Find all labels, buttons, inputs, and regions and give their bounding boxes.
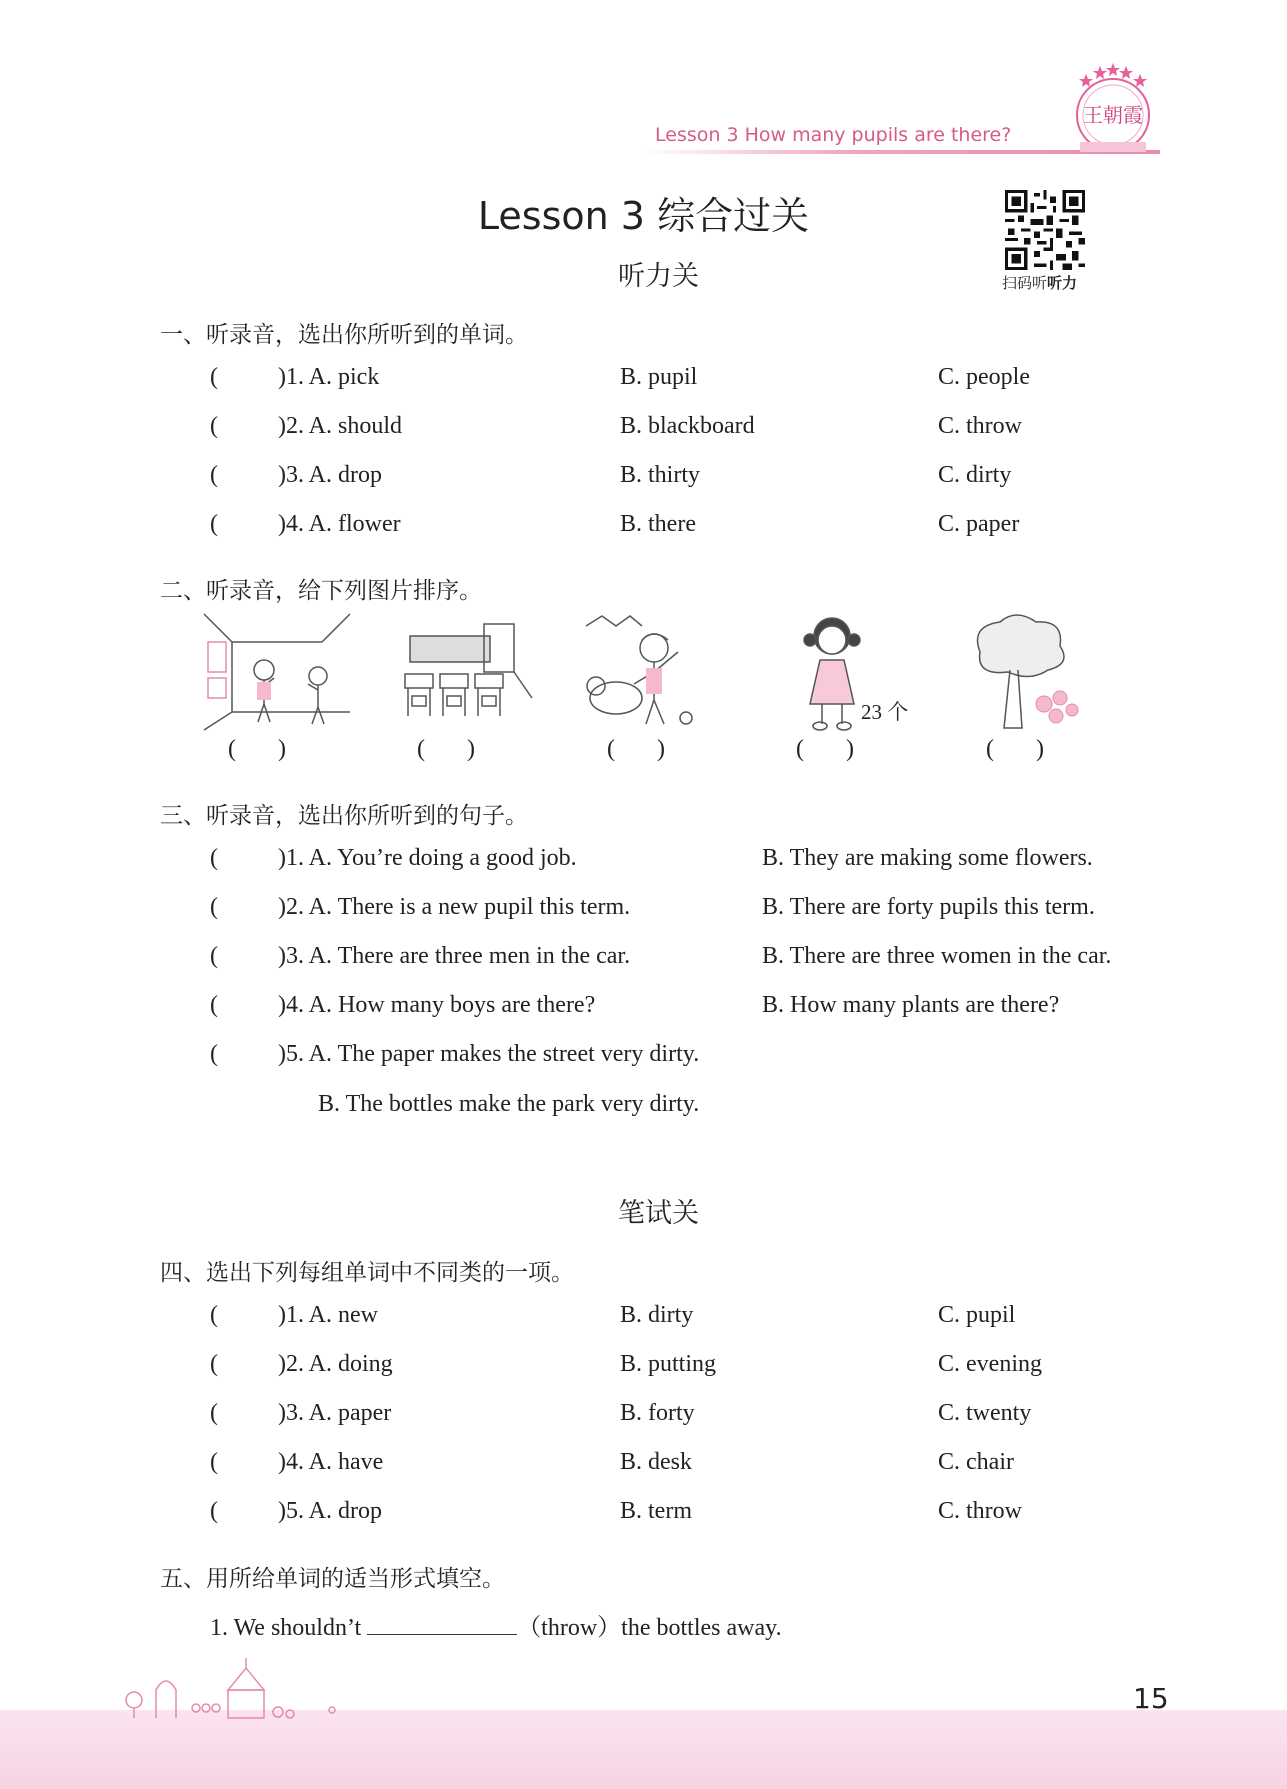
classroom-boys-picture: [202, 612, 352, 732]
answer-paren[interactable]: (: [210, 462, 218, 488]
option-a: )4. A. flower: [278, 511, 401, 537]
option-b: B. thirty: [620, 462, 701, 488]
fill-blank[interactable]: [367, 1612, 517, 1635]
brand-logo: [1068, 60, 1158, 158]
answer-paren[interactable]: (: [210, 1302, 218, 1328]
tree-flowers-picture: [960, 612, 1085, 732]
picture-answer-paren[interactable]: ( ): [986, 736, 1044, 762]
page-title: Lesson 3 综合过关: [477, 194, 810, 238]
part4-title: 四、选出下列每组单词中不同类的一项。: [160, 1260, 574, 1286]
listening-heading: 听力关: [618, 261, 699, 292]
option-b: B. blackboard: [620, 413, 755, 439]
footer-band: [0, 1710, 1287, 1789]
option-a: )3. A. paper: [278, 1400, 392, 1426]
answer-paren[interactable]: (: [210, 1449, 218, 1475]
qr-caption-scan: 扫码听: [1002, 274, 1048, 292]
answer-paren[interactable]: (: [210, 845, 218, 871]
option-c: C. evening: [938, 1351, 1042, 1377]
option-a: )4. A. have: [278, 1449, 384, 1475]
option-b: B. putting: [620, 1351, 717, 1377]
option-b: B. How many plants are there?: [762, 992, 1060, 1018]
answer-paren[interactable]: (: [210, 943, 218, 969]
answer-paren[interactable]: (: [210, 992, 218, 1018]
part3-title: 三、听录音，选出你所听到的句子。: [160, 803, 528, 829]
option-a: )2. A. There is a new pupil this term.: [278, 894, 631, 920]
option-c: C. pupil: [938, 1302, 1016, 1328]
option-c: C. paper: [938, 511, 1020, 537]
option-a: )1. A. pick: [278, 364, 380, 390]
sentence-end: （throw）the bottles away.: [517, 1615, 782, 1641]
qr-caption-listen: 听力: [1047, 274, 1078, 292]
option-c: C. chair: [938, 1449, 1014, 1475]
part5-item: [210, 1607, 782, 1641]
option-a: )1. A. You’re doing a good job.: [278, 845, 577, 871]
option-a: )4. A. How many boys are there?: [278, 992, 596, 1018]
answer-paren[interactable]: (: [210, 1351, 218, 1377]
option-b: B. pupil: [620, 364, 698, 390]
option-a: )2. A. should: [278, 413, 403, 439]
footer-decoration: [120, 1650, 380, 1720]
picture-answer-paren[interactable]: ( ): [228, 736, 286, 762]
answer-paren[interactable]: (: [210, 894, 218, 920]
sentence-start: 1. We shouldn’t: [210, 1615, 362, 1641]
option-b: B. dirty: [620, 1302, 694, 1328]
option-b: B. There are three women in the car.: [762, 943, 1112, 969]
answer-paren[interactable]: (: [210, 413, 218, 439]
option-b: B. There are forty pupils this term.: [762, 894, 1095, 920]
boy-with-dog-picture: [582, 612, 704, 732]
picture-answer-paren[interactable]: ( ): [417, 736, 475, 762]
option-b: B. term: [620, 1498, 692, 1524]
option-c: C. people: [938, 364, 1030, 390]
answer-paren[interactable]: (: [210, 1041, 218, 1067]
option-a: )2. A. doing: [278, 1351, 393, 1377]
option-a: )5. A. The paper makes the street very dirty.: [278, 1041, 700, 1067]
picture-answer-paren[interactable]: ( ): [796, 736, 854, 762]
header-lesson-label: Lesson 3 How many pupils are there?: [655, 124, 1012, 146]
option-b: B. The bottles make the park very dirty.: [318, 1091, 700, 1117]
option-b: B. there: [620, 511, 696, 537]
option-a: )1. A. new: [278, 1302, 378, 1328]
answer-paren[interactable]: (: [210, 364, 218, 390]
answer-paren[interactable]: (: [210, 1400, 218, 1426]
option-c: C. throw: [938, 1498, 1022, 1524]
part1-title: 一、听录音，选出你所听到的单词。: [160, 322, 528, 348]
part2-title: 二、听录音，给下列图片排序。: [160, 578, 482, 604]
written-heading: 笔试关: [618, 1198, 699, 1229]
option-a: )5. A. drop: [278, 1498, 382, 1524]
answer-paren[interactable]: (: [210, 1498, 218, 1524]
logo-brand-text: 王朝霞: [1083, 103, 1143, 127]
girl-picture: [792, 612, 872, 732]
option-c: C. throw: [938, 413, 1022, 439]
part5-title: 五、用所给单词的适当形式填空。: [160, 1566, 505, 1592]
option-b: B. They are making some flowers.: [762, 845, 1093, 871]
option-b: B. desk: [620, 1449, 692, 1475]
option-b: B. forty: [620, 1400, 695, 1426]
picture-answer-paren[interactable]: ( ): [607, 736, 665, 762]
option-a: )3. A. There are three men in the car.: [278, 943, 631, 969]
option-c: C. dirty: [938, 462, 1012, 488]
option-a: )3. A. drop: [278, 462, 382, 488]
option-c: C. twenty: [938, 1400, 1032, 1426]
count-label: 23 个: [861, 700, 909, 724]
answer-paren[interactable]: (: [210, 511, 218, 537]
page-number: 15: [1133, 1682, 1169, 1715]
desks-blackboard-picture: [400, 612, 535, 732]
